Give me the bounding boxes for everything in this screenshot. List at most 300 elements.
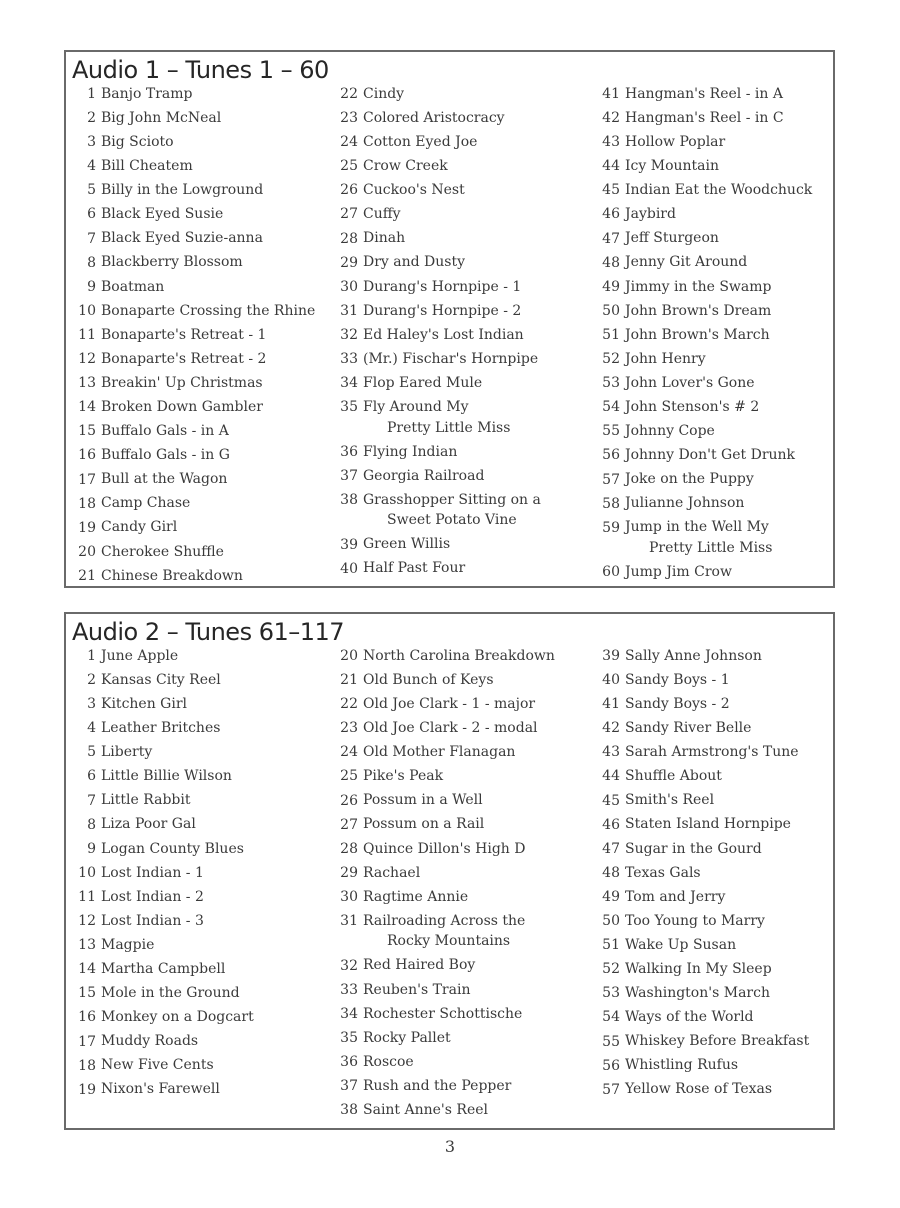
tune-title-line: Jenny Git Around [625, 254, 748, 271]
tune-row [328, 178, 588, 202]
tune-title [101, 814, 196, 835]
tune-title [101, 204, 223, 225]
tune-title [101, 718, 220, 739]
tune-title [101, 935, 154, 956]
tune-title [101, 766, 232, 787]
tune-title [363, 694, 535, 715]
tune-title-line: Possum on a Rail [363, 816, 485, 833]
tune-row [328, 82, 588, 106]
tune-title [363, 180, 465, 201]
tune-number: 51 [602, 937, 620, 954]
tune-title-line: Walking In My Sleep [625, 961, 772, 978]
tune-title [363, 980, 470, 1001]
tune-row [66, 764, 326, 788]
tune-title-line: Camp Chase [101, 495, 191, 512]
tune-title [363, 442, 457, 463]
tune-row [66, 227, 326, 251]
tune-row [66, 395, 326, 419]
tune-row [590, 1054, 834, 1078]
tune-title-continuation: Pretty Little Miss [649, 539, 773, 556]
tune-row [66, 692, 326, 716]
tune-title [363, 373, 482, 394]
tune-row [66, 1078, 326, 1102]
tune-title-line: Hangman's Reel - in C [625, 109, 784, 126]
tune-number: 37 [340, 1078, 358, 1095]
tune-title-line: Grasshopper Sitting on a [363, 491, 541, 508]
tune-title [625, 373, 755, 394]
tune-number: 18 [78, 495, 96, 512]
tune-title-line: Chinese Breakdown [101, 567, 243, 584]
tune-title [625, 301, 771, 322]
tune-row [66, 909, 326, 933]
tune-title-line: Old Joe Clark - 1 - major [363, 695, 536, 712]
tune-number: 33 [340, 981, 358, 998]
tune-title [101, 108, 221, 129]
tune-title [101, 839, 244, 860]
tune-title [625, 718, 751, 739]
tune-title-line: Texas Gals [625, 864, 701, 881]
tune-title-line: Cuffy [363, 206, 401, 223]
tune-number: 1 [87, 86, 96, 102]
tune-title-line: Buffalo Gals - in A [101, 423, 229, 440]
tune-title-line: Whiskey Before Breakfast [625, 1033, 810, 1050]
tune-row [328, 106, 588, 130]
tune-title-line: John Stenson's # 2 [625, 399, 760, 416]
tune-title-line: Julianne Johnson [625, 495, 745, 512]
tune-title [363, 132, 477, 153]
tune-row [328, 557, 588, 581]
audio-2-section [64, 612, 835, 1130]
tune-title-line: Big Scioto [101, 133, 174, 150]
tune-row [590, 813, 834, 837]
tune-row [66, 178, 326, 202]
tune-title-line: Whistling Rufus [625, 1057, 739, 1074]
tune-title [625, 325, 770, 346]
tune-title-line: Billy in the Lowground [101, 182, 264, 199]
tune-title-line: John Brown's Dream [625, 302, 772, 319]
tune-row [590, 789, 834, 813]
tune-number: 19 [78, 519, 96, 536]
tune-row [590, 106, 834, 130]
tune-title [363, 108, 505, 129]
tune-title-line: Black Eyed Suzie-anna [101, 230, 263, 247]
tune-number: 44 [602, 768, 620, 785]
tune-row [590, 909, 834, 933]
tune-title [101, 911, 204, 932]
tune-title-line: Saint Anne's Reel [363, 1101, 489, 1118]
tune-title [625, 694, 730, 715]
tune-title [363, 790, 483, 811]
tune-title [625, 863, 701, 884]
tune-row [328, 837, 588, 861]
tune-number: 25 [340, 158, 358, 175]
tune-title-line: Cuckoo's Nest [363, 182, 465, 199]
tune-title [363, 397, 510, 438]
tune-row [590, 644, 834, 668]
tune-title-line: Georgia Railroad [363, 467, 485, 484]
tune-title-line: Rocky Pallet [363, 1029, 451, 1046]
tune-title [625, 228, 719, 249]
tune-title-line: Muddy Roads [101, 1033, 199, 1050]
tune-number: 53 [602, 985, 620, 1002]
tune-title [101, 421, 229, 442]
tune-row [66, 813, 326, 837]
tune-title [625, 156, 719, 177]
tune-title [101, 790, 190, 811]
tune-row [590, 371, 834, 395]
tune-title-line: Ed Haley's Lost Indian [363, 326, 524, 343]
tune-number: 22 [340, 86, 358, 102]
tune-title [101, 277, 164, 298]
section-title: Audio 2 – Tunes 61–117 [72, 618, 345, 646]
tune-title-line: Sugar in the Gourd [625, 840, 762, 857]
tune-row [590, 323, 834, 347]
tune-title [625, 646, 762, 667]
tune-number: 5 [87, 744, 96, 761]
tune-title [101, 1007, 254, 1028]
tune-number: 5 [87, 182, 96, 199]
tune-row [590, 981, 834, 1005]
tune-row [328, 202, 588, 226]
tune-row [590, 468, 834, 492]
tune-title-line: Too Young to Marry [625, 912, 765, 929]
tune-row [328, 978, 588, 1002]
tune-number: 28 [340, 840, 358, 857]
tune-row [328, 740, 588, 764]
tune-number: 4 [87, 158, 96, 175]
tune-row [328, 885, 588, 909]
tune-number: 2 [87, 672, 96, 689]
tune-number: 38 [340, 1102, 358, 1119]
tune-title [625, 790, 714, 811]
tune-number: 27 [340, 816, 358, 833]
tune-title [625, 517, 772, 558]
tune-row [66, 789, 326, 813]
tune-number: 23 [340, 110, 358, 127]
tune-number: 24 [340, 744, 358, 761]
tune-title-line: Liberty [101, 744, 153, 761]
tune-title-line: Smith's Reel [625, 792, 715, 809]
tune-title [101, 1079, 220, 1100]
tune-title-line: Boatman [101, 278, 165, 295]
tune-number: 39 [602, 648, 620, 664]
tune-title [363, 204, 401, 225]
tune-title-line: Reuben's Train [363, 981, 471, 998]
tune-title-line: Mole in the Ground [101, 985, 240, 1002]
tune-row [328, 1074, 588, 1098]
tune-row [328, 227, 588, 251]
tune-title [363, 911, 525, 952]
tune-row [66, 443, 326, 467]
tune-row [328, 533, 588, 557]
tune-number: 42 [602, 110, 620, 127]
tune-title-line: Yellow Rose of Texas [625, 1081, 773, 1098]
tune-number: 30 [340, 278, 358, 295]
tune-number: 16 [78, 1009, 96, 1026]
tune-title-line: Sandy River Belle [625, 720, 752, 737]
tune-row [328, 668, 588, 692]
tune-title-line: Lost Indian - 3 [101, 912, 204, 929]
tune-title-line: Quince Dillon's High D [363, 840, 526, 857]
tune-row [590, 227, 834, 251]
tune-number: 47 [602, 230, 620, 247]
tune-title-line: Icy Mountain [625, 158, 719, 175]
tune-title [363, 1052, 414, 1073]
tune-row [328, 954, 588, 978]
tune-number: 26 [340, 182, 358, 199]
tune-title-line: Logan County Blues [101, 840, 244, 857]
tune-title-line: Colored Aristocracy [363, 109, 505, 126]
tune-title [101, 445, 230, 466]
tune-title-line: Durang's Hornpipe - 2 [363, 302, 522, 319]
tune-number: 37 [340, 467, 358, 484]
tune-number: 41 [602, 696, 620, 713]
tune-column [328, 82, 588, 581]
tune-number: 46 [602, 816, 620, 833]
tune-number: 11 [78, 326, 96, 343]
tune-title [363, 84, 404, 105]
tune-row [66, 202, 326, 226]
tune-title [625, 349, 706, 370]
tune-number: 52 [602, 351, 620, 368]
tune-title [625, 204, 676, 225]
tune-row [590, 764, 834, 788]
tune-row [66, 154, 326, 178]
tune-number: 6 [87, 206, 96, 223]
tune-row [66, 540, 326, 564]
tune-title [363, 718, 538, 739]
tune-title [363, 766, 443, 787]
tune-number: 42 [602, 720, 620, 737]
tune-row [590, 1005, 834, 1029]
tune-title [363, 534, 450, 555]
tune-row [66, 933, 326, 957]
tune-title-line: Kansas City Reel [101, 671, 221, 688]
tune-row [328, 813, 588, 837]
tune-number: 30 [340, 888, 358, 905]
tune-title-line: Durang's Hornpipe - 1 [363, 278, 522, 295]
tune-title [625, 277, 771, 298]
tune-title [625, 421, 715, 442]
tune-title [101, 156, 193, 177]
tune-title-line: Hangman's Reel - in A [625, 85, 783, 102]
tune-title-line: Red Haired Boy [363, 957, 476, 974]
tune-title-line: Jimmy in the Swamp [625, 278, 772, 295]
tune-number: 54 [602, 1009, 620, 1026]
tune-number: 50 [602, 302, 620, 319]
tune-row [66, 740, 326, 764]
tune-number: 23 [340, 720, 358, 737]
tune-row [590, 82, 834, 106]
tune-number: 22 [340, 696, 358, 713]
tune-title [363, 490, 541, 531]
tune-row [66, 716, 326, 740]
tune-row [66, 668, 326, 692]
tune-row [66, 1030, 326, 1054]
tune-title-line: Sally Anne Johnson [625, 647, 762, 664]
tune-row [590, 443, 834, 467]
tune-title [363, 228, 405, 249]
tune-title-line: Cotton Eyed Joe [363, 133, 478, 150]
tune-title-line: Nixon's Farewell [101, 1081, 220, 1098]
tune-number: 11 [78, 888, 96, 905]
tune-number: 57 [602, 1081, 620, 1098]
tune-number: 12 [78, 913, 96, 930]
tune-title [625, 1079, 772, 1100]
tune-title-line: Hollow Poplar [625, 133, 726, 150]
tune-row [66, 347, 326, 371]
tune-title-line: Candy Girl [101, 519, 178, 536]
tune-number: 16 [78, 447, 96, 464]
tune-title-line: Old Bunch of Keys [363, 671, 494, 688]
tune-title [101, 252, 243, 273]
tune-row [590, 861, 834, 885]
tune-number: 10 [78, 302, 96, 319]
tune-title [363, 349, 538, 370]
tune-title-line: Roscoe [363, 1053, 414, 1070]
tune-title [625, 887, 725, 908]
tune-title-line: Wake Up Susan [625, 936, 737, 953]
tune-title [625, 469, 754, 490]
tune-row [66, 1054, 326, 1078]
tune-row [328, 395, 588, 440]
tune-title-line: Johnny Don't Get Drunk [625, 447, 796, 464]
tune-row [590, 202, 834, 226]
tune-title-line: Old Joe Clark - 2 - modal [363, 720, 538, 737]
tune-number: 14 [78, 399, 96, 416]
tune-title [363, 1004, 522, 1025]
tune-title-line: June Apple [101, 647, 179, 664]
tune-title-line: Dry and Dusty [363, 254, 466, 271]
tune-number: 45 [602, 792, 620, 809]
tune-row [328, 440, 588, 464]
tune-number: 56 [602, 1057, 620, 1074]
tune-title [625, 814, 791, 835]
tune-number: 4 [87, 720, 96, 737]
tune-title-line: Martha Campbell [101, 961, 226, 978]
tune-title-line: Joke on the Puppy [625, 471, 754, 488]
tune-title-line: Banjo Tramp [101, 85, 193, 102]
tune-number: 32 [340, 326, 358, 343]
tune-title [101, 180, 263, 201]
tune-number: 1 [87, 648, 96, 664]
tune-column [328, 644, 588, 1122]
tune-number: 31 [340, 302, 358, 319]
tune-row [328, 464, 588, 488]
tune-row [328, 323, 588, 347]
tune-title-line: Lost Indian - 2 [101, 888, 204, 905]
tune-row [66, 516, 326, 540]
tune-row [590, 130, 834, 154]
tune-row [590, 837, 834, 861]
tune-number: 51 [602, 326, 620, 343]
tune-column [66, 644, 326, 1102]
tune-title-line: Leather Britches [101, 720, 221, 737]
tune-title-line: Magpie [101, 936, 155, 953]
tune-title [625, 742, 799, 763]
tune-title-line: Blackberry Blossom [101, 254, 243, 271]
tune-row [590, 933, 834, 957]
tune-number: 40 [340, 560, 358, 577]
tune-title [363, 1028, 451, 1049]
tune-title [101, 742, 152, 763]
tune-title [363, 887, 468, 908]
tune-title-continuation: Rocky Mountains [387, 933, 511, 950]
tune-title-line: Jeff Sturgeon [625, 230, 719, 247]
tune-row [328, 716, 588, 740]
tune-title [363, 742, 515, 763]
tune-row [328, 371, 588, 395]
tune-row [328, 299, 588, 323]
tune-number: 8 [87, 816, 96, 833]
tune-title-line: Half Past Four [363, 560, 466, 577]
tune-title-line: John Brown's March [625, 326, 770, 343]
tune-number: 58 [602, 495, 620, 512]
tune-title [101, 228, 263, 249]
tune-title [363, 1100, 488, 1121]
tune-title-line: Sandy Boys - 1 [625, 671, 730, 688]
tune-column [590, 82, 834, 584]
tune-title-continuation: Sweet Potato Vine [387, 512, 517, 529]
tune-row [328, 347, 588, 371]
tune-title-line: Bonaparte's Retreat - 1 [101, 326, 267, 343]
tune-title-line: Ways of the World [625, 1009, 754, 1026]
tune-title-line: Breakin' Up Christmas [101, 374, 263, 391]
tune-title-line: (Mr.) Fischar's Hornpipe [363, 350, 539, 367]
tune-number: 7 [87, 230, 96, 247]
tune-number: 54 [602, 399, 620, 416]
tune-title [101, 694, 187, 715]
tune-title-line: Possum in a Well [363, 792, 483, 809]
tune-title [363, 325, 524, 346]
tune-number: 32 [340, 957, 358, 974]
tune-title [363, 156, 448, 177]
tune-row [66, 130, 326, 154]
section-title: Audio 1 – Tunes 1 – 60 [72, 56, 329, 84]
tune-number: 9 [87, 840, 96, 857]
tune-title-line: Rush and the Pepper [363, 1077, 512, 1094]
tune-number: 28 [340, 230, 358, 247]
tune-number: 27 [340, 206, 358, 223]
tune-title [363, 955, 475, 976]
tune-title-line: John Henry [625, 350, 706, 367]
tune-title [625, 132, 725, 153]
tune-title [625, 493, 744, 514]
tune-number: 56 [602, 447, 620, 464]
tune-number: 49 [602, 278, 620, 295]
tune-number: 34 [340, 1005, 358, 1022]
tune-row [328, 154, 588, 178]
tune-row [66, 323, 326, 347]
tune-title [363, 646, 555, 667]
tune-row [590, 957, 834, 981]
tune-title [625, 180, 812, 201]
tune-title-line: Johnny Cope [625, 423, 715, 440]
tune-title-line: Flying Indian [363, 443, 458, 460]
tune-title [625, 959, 772, 980]
tune-number: 55 [602, 1033, 620, 1050]
tune-title [101, 1055, 214, 1076]
tune-row [328, 1026, 588, 1050]
tune-number: 7 [87, 792, 96, 809]
tune-row [590, 885, 834, 909]
tune-number: 24 [340, 134, 358, 151]
tune-title-line: Cherokee Shuffle [101, 543, 224, 560]
tune-title [363, 558, 465, 579]
tune-row [66, 644, 326, 668]
tune-number: 35 [340, 399, 358, 416]
tune-row [590, 419, 834, 443]
